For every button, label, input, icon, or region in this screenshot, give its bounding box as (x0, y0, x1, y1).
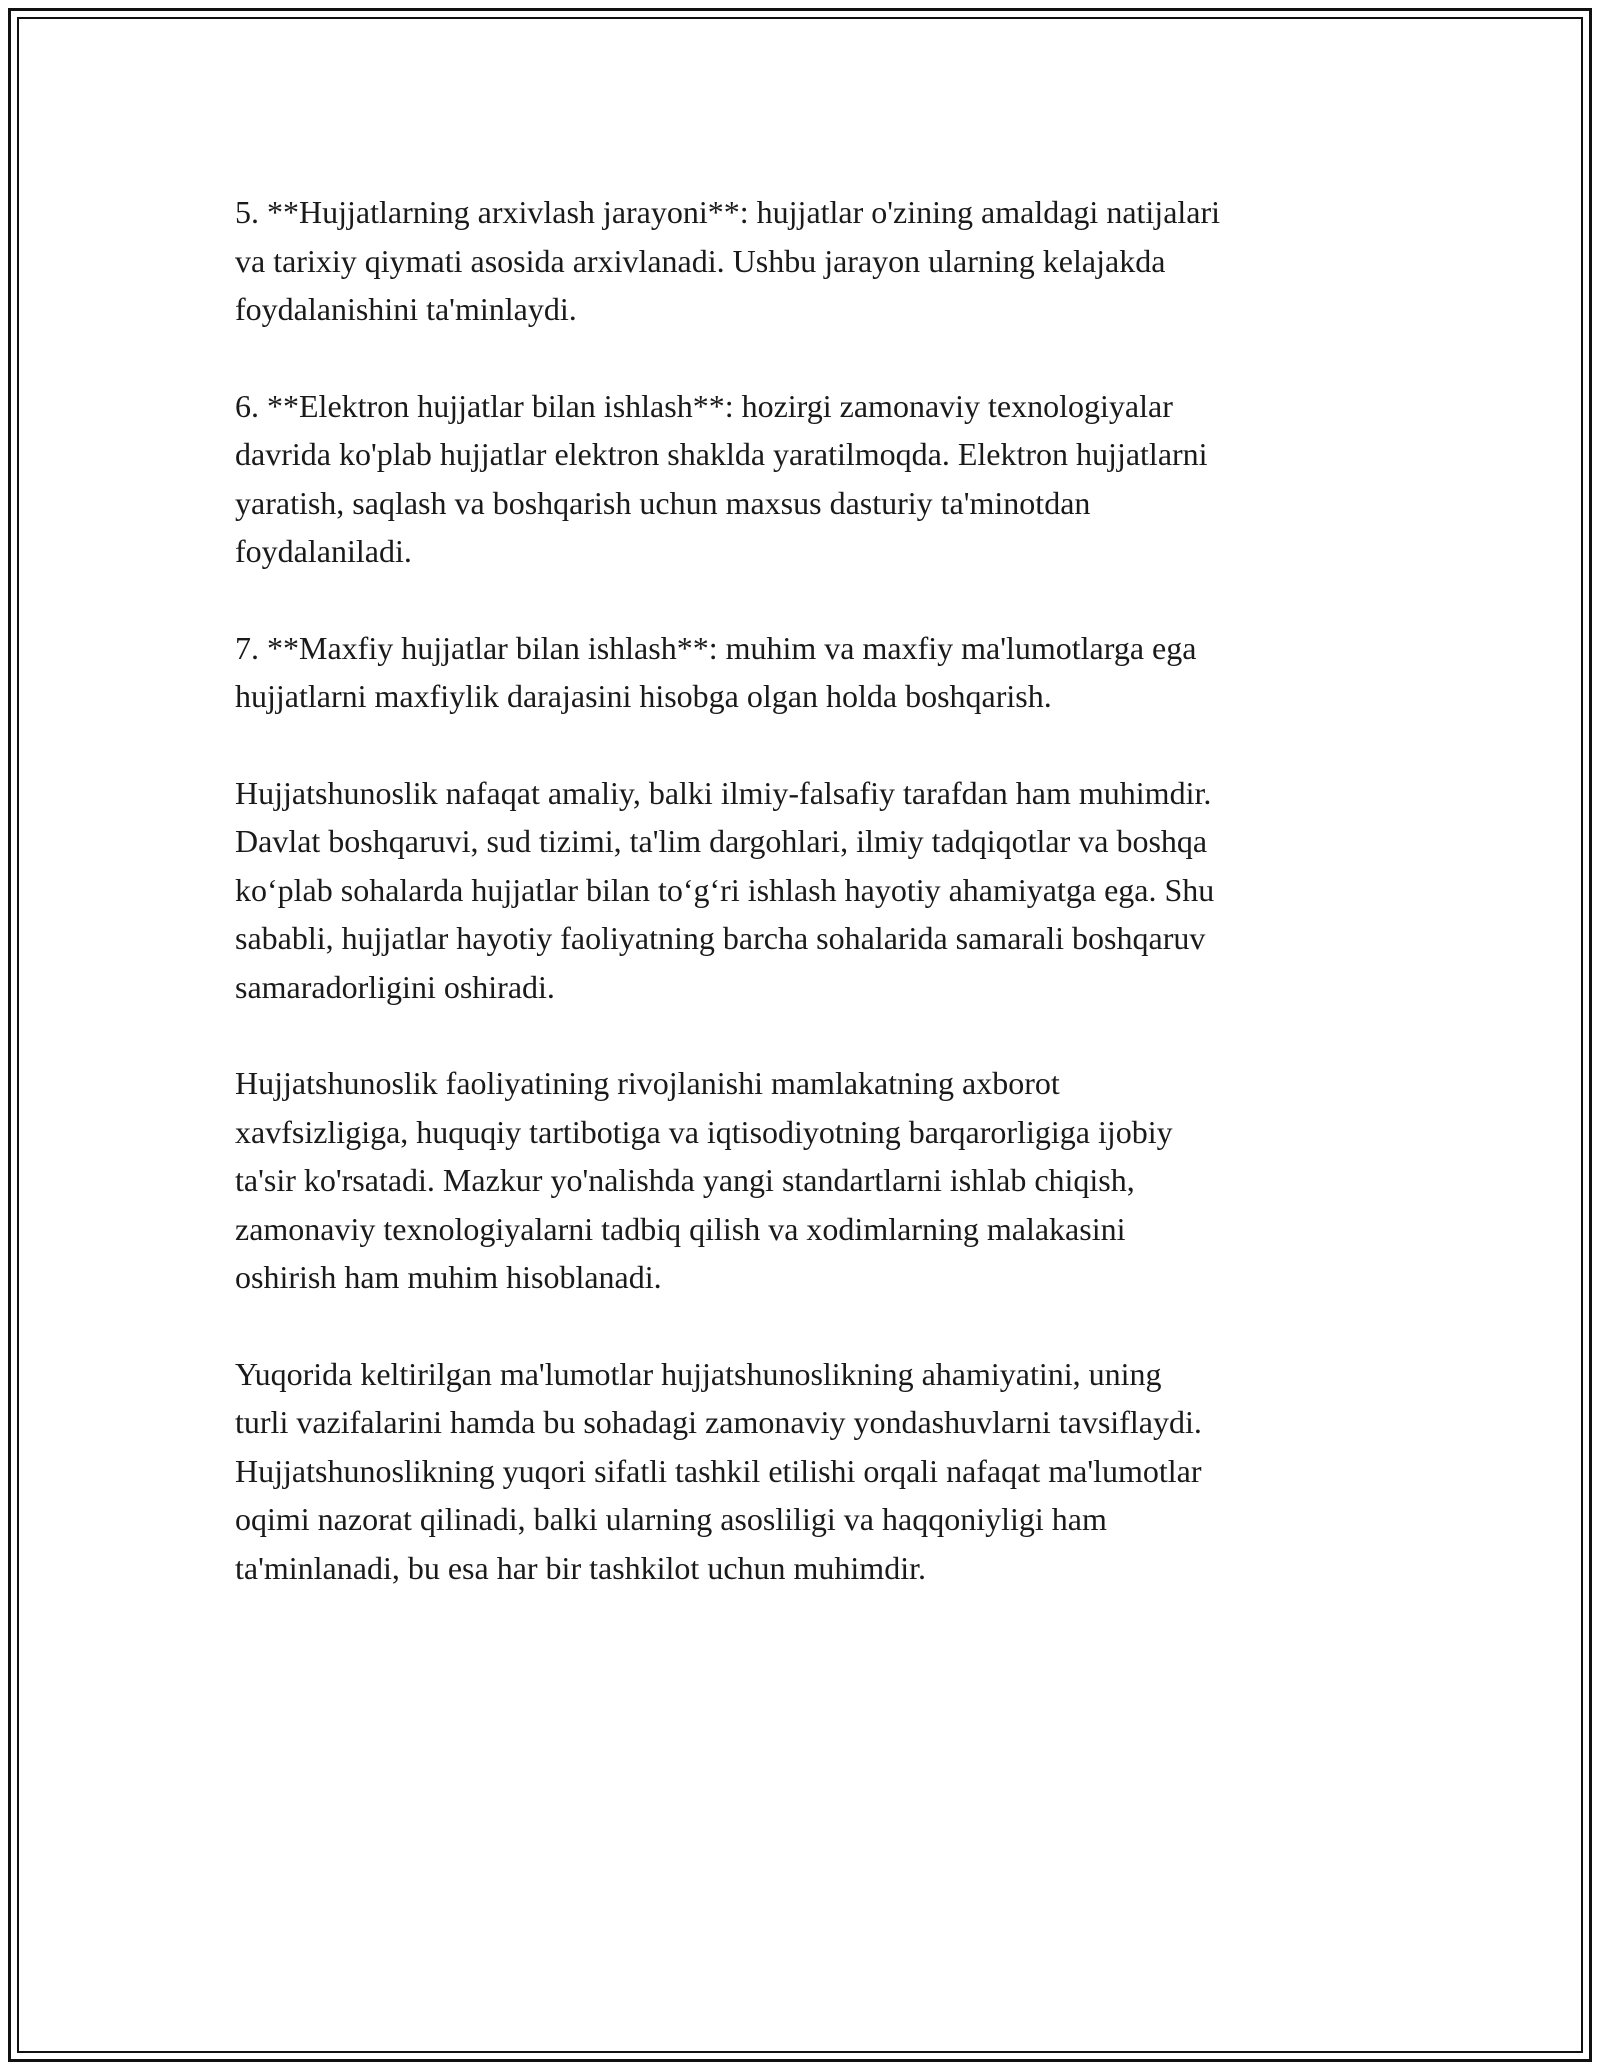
paragraph-archiving-process: 5. **Hujjatlarning arxivlash jarayoni**: hujjatlar o'zining amaldagi natijalari va tarixiy qiymati asosida arxivlanadi. Ushbu jarayon ularning kelajakda foydalanishini ta'minlaydi. (235, 194, 1221, 327)
paragraph-electronic-documents: 6. **Elektron hujjatlar bilan ishlash**: hozirgi zamonaviy texnologiyalar davrida ko'plab hujjatlar elektron shaklda yaratilmoqda. Elektron hujjatlarni yaratish, saqlash va boshqarish uchun maxsus dasturiy ta'minotdan foydalaniladi. (235, 387, 1208, 569)
paragraph-scientific-importance: Hujjatshunoslik nafaqat amaliy, balki ilmiy-falsafiy tarafdan ham muhimdir. Davlat boshqaruvi, sud tizimi, ta'lim dargohlari, ilmiy tadqiqotlar va boshqa ko‘plab sohalarda hujjatlar bilan to‘g‘ri ishlash hayotiy ahamiyatga ega. Shu sababli, hujjatlar hayotiy faoliyatning barcha sohalarida samarali boshqaruv samaradorligini oshiradi. (235, 774, 1215, 1005)
paragraph-confidential-documents: 7. **Maxfiy hujjatlar bilan ishlash**: muhim va maxfiy ma'lumotlarga ega hujjatlarni maxfiylik darajasini hisobga olgan holda boshqarish. (235, 629, 1197, 714)
paragraph-conclusion: Yuqorida keltirilgan ma'lumotlar hujjatshunoslikning ahamiyatini, uning turli vazifalarini hamda bu sohadagi zamonaviy yondashuvlarni tavsiflaydi. Hujjatshunoslikning yuqori sifatli tashkil etilishi orqali nafaqat ma'lumotlar oqimi nazorat qilinadi, balki ularning asosliligi va haqqoniyligi ham ta'minlanadi, bu esa har bir tashkilot uchun muhimdir. (235, 1355, 1202, 1586)
paragraph-development-impact: Hujjatshunoslik faoliyatining rivojlanishi mamlakatning axborot xavfsizligiga, huquqiy tartibotiga va iqtisodiyotning barqarorligiga ijobiy ta'sir ko'rsatadi. Mazkur yo'nalishda yangi standartlarni ishlab chiqish, zamonaviy texnologiyalarni tadbiq qilish va xodimlarning malakasini oshirish ham muhim hisoblanadi. (235, 1065, 1173, 1295)
document-body (235, 188, 1375, 1640)
